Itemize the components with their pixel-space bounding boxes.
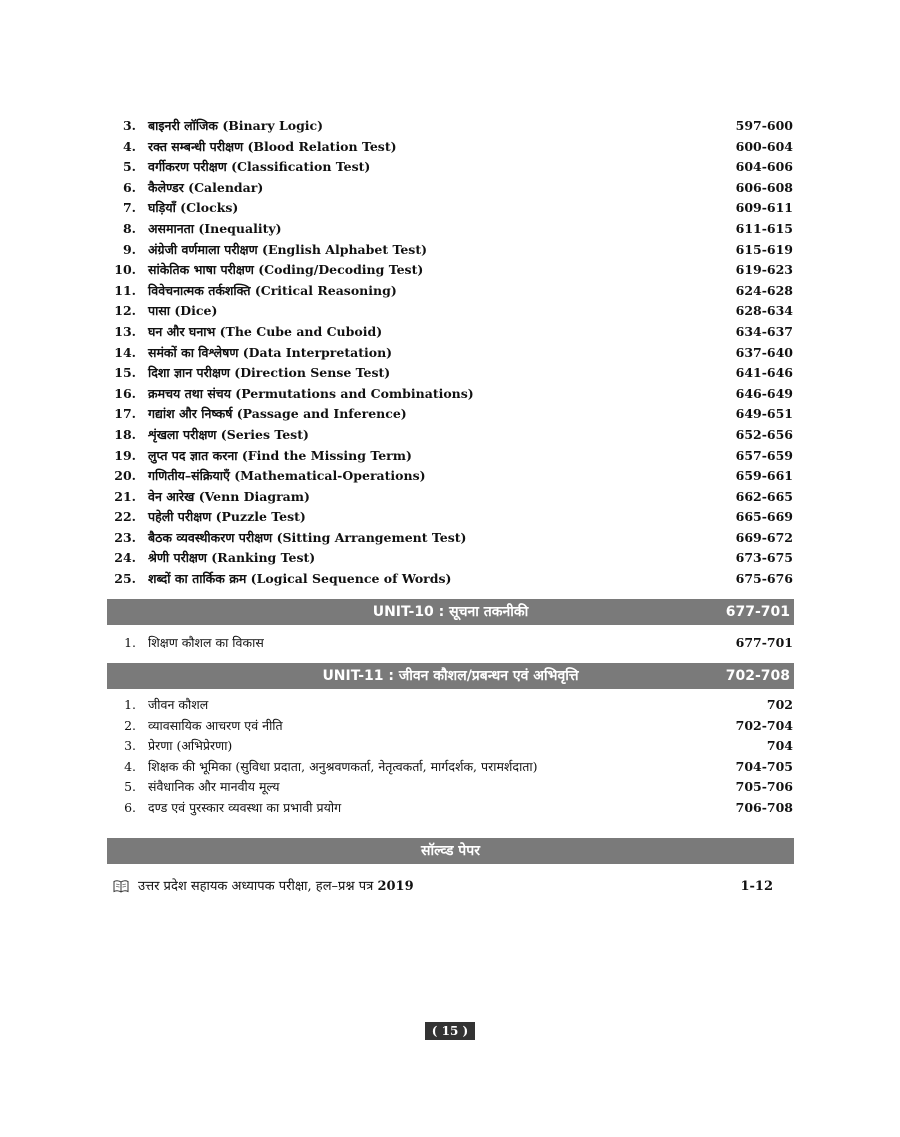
page-number: ( 15 ) <box>425 1022 475 1040</box>
toc-entry-pages: 677-701 <box>735 635 793 650</box>
book-icon <box>113 880 129 893</box>
toc-entry-title: शृंखला परीक्षण (Series Test) <box>148 426 309 442</box>
toc-entry-title: घन और घनाभ (The Cube and Cuboid) <box>148 323 383 339</box>
solved-paper-item-pages: 1-12 <box>740 879 773 894</box>
toc-list-unit-11 <box>108 695 793 819</box>
toc-entry-title: गणितीय–संक्रियाएँ (Mathematical-Operations) <box>148 468 426 484</box>
toc-entry <box>108 404 793 425</box>
toc-entry-pages: 675-676 <box>735 571 793 587</box>
toc-list-unit-10 <box>108 633 793 654</box>
toc-entry-title: सांकेतिक भाषा परीक्षण (Coding/Decoding Test) <box>148 262 424 278</box>
toc-entry-number: 3. <box>124 738 136 754</box>
toc-entry <box>108 716 793 737</box>
solved-paper-header <box>107 838 794 864</box>
toc-entry-number: 17. <box>114 406 136 422</box>
toc-entry-number: 18. <box>114 426 136 442</box>
toc-entry-title: दिशा ज्ञान परीक्षण (Direction Sense Test) <box>148 365 391 381</box>
toc-entry-pages: 641-646 <box>735 365 793 381</box>
toc-entry-pages: 624-628 <box>735 282 793 298</box>
toc-entry-pages: 706-708 <box>735 799 793 815</box>
toc-entry-number: 9. <box>122 241 136 257</box>
toc-entry-title: घड़ियाँ (Clocks) <box>148 200 239 216</box>
toc-entry-title: शिक्षण कौशल का विकास <box>148 635 264 650</box>
toc-entry-pages: 662-665 <box>735 488 793 504</box>
toc-entry-number: 6. <box>124 799 136 815</box>
toc-entry-pages: 628-634 <box>735 303 793 319</box>
toc-entry-number: 25. <box>114 571 136 587</box>
toc-entry-pages: 619-623 <box>735 262 793 278</box>
toc-entry-pages: 611-615 <box>735 220 793 236</box>
toc-entry-title: जीवन कौशल <box>148 697 209 712</box>
toc-entry-title: गद्यांश और निष्कर्ष (Passage and Inference) <box>148 406 407 422</box>
toc-entry-pages: 673-675 <box>735 550 793 566</box>
toc-entry-pages: 597-600 <box>735 118 793 133</box>
toc-entry-title: शब्दों का तार्किक क्रम (Logical Sequence of Words) <box>148 571 452 587</box>
toc-entry-number: 22. <box>114 509 136 525</box>
toc-entry <box>108 137 793 158</box>
toc-entry <box>108 281 793 302</box>
unit-10-title: UNIT-10 : सूचना तकनीकी <box>372 604 529 620</box>
toc-entry <box>108 219 793 240</box>
toc-entry-pages: 604-606 <box>735 159 793 175</box>
toc-entry <box>108 528 793 549</box>
toc-entry-number: 16. <box>114 385 136 401</box>
toc-entry-title: असमानता (Inequality) <box>148 220 282 236</box>
toc-entry <box>108 384 793 405</box>
toc-entry-number: 4. <box>122 138 136 154</box>
toc-entry-number: 5. <box>122 159 136 175</box>
toc-entry <box>108 466 793 487</box>
toc-entry-title: लुप्त पद ज्ञात करना (Find the Missing Term) <box>148 447 412 463</box>
toc-entry <box>108 446 793 467</box>
toc-entry-pages: 646-649 <box>735 385 793 401</box>
toc-entry-pages: 659-661 <box>735 468 793 484</box>
toc-entry-title: वर्गीकरण परीक्षण (Classification Test) <box>148 159 371 175</box>
toc-entry-number: 23. <box>114 529 136 545</box>
toc-entry-number: 6. <box>122 179 136 195</box>
toc-entry-title: विवेचनात्मक तर्कशक्ति (Critical Reasoning) <box>148 282 397 298</box>
toc-entry-pages: 702 <box>766 697 793 712</box>
toc-entry <box>108 777 793 798</box>
solved-paper-title: सॉल्व्ड पेपर <box>421 843 480 859</box>
toc-entry <box>108 569 793 590</box>
toc-entry <box>108 343 793 364</box>
toc-entry <box>108 757 793 778</box>
toc-entry-pages: 665-669 <box>735 509 793 525</box>
solved-paper-item-year: 2019 <box>377 879 414 894</box>
solved-paper-item <box>113 876 773 898</box>
toc-entry-pages: 704 <box>766 738 793 754</box>
toc-entry-number: 2. <box>124 717 136 733</box>
toc-entry-number: 12. <box>114 303 136 319</box>
toc-entry-title: क्रमचय तथा संचय (Permutations and Combinations) <box>148 385 474 401</box>
toc-entry-number: 3. <box>122 118 136 133</box>
toc-entry-title: अंग्रेजी वर्णमाला परीक्षण (English Alphabet Test) <box>148 241 428 257</box>
toc-entry-number: 4. <box>124 758 136 774</box>
toc-entry-number: 24. <box>114 550 136 566</box>
toc-entry-title: बैठक व्यवस्थीकरण परीक्षण (Sitting Arrangement Test) <box>148 529 467 545</box>
toc-entry-number: 13. <box>114 323 136 339</box>
toc-entry <box>108 240 793 261</box>
toc-entry-pages: 609-611 <box>735 200 793 216</box>
toc-entry-pages: 705-706 <box>735 779 793 795</box>
toc-entry-title: कैलेण्डर (Calendar) <box>148 179 264 195</box>
toc-entry <box>108 425 793 446</box>
toc-entry-title: रक्त सम्बन्धी परीक्षण (Blood Relation Test) <box>148 138 397 154</box>
toc-entry-number: 15. <box>114 365 136 381</box>
toc-entry-title: वेन आरेख (Venn Diagram) <box>148 488 310 504</box>
toc-entry <box>108 798 793 819</box>
toc-entry <box>108 157 793 178</box>
toc-entry-pages: 657-659 <box>735 447 793 463</box>
toc-entry-number: 19. <box>114 447 136 463</box>
toc-entry-title: संवैधानिक और मानवीय मूल्य <box>148 779 280 795</box>
unit-11-title: UNIT-11 : जीवन कौशल/प्रबन्धन एवं अभिवृत्ति <box>322 668 579 684</box>
toc-entry <box>108 301 793 322</box>
toc-entry <box>108 178 793 199</box>
toc-entry-number: 1. <box>124 697 136 712</box>
toc-entry-number: 20. <box>114 468 136 484</box>
toc-entry-title: शिक्षक की भूमिका (सुविधा प्रदाता, अनुश्रवणकर्ता, नेतृत्वकर्ता, मार्गदर्शक, परामर्शदाता) <box>148 758 538 774</box>
toc-entry-title: बाइनरी लॉजिक (Binary Logic) <box>148 118 324 133</box>
toc-entry-pages: 652-656 <box>735 426 793 442</box>
toc-entry-pages: 634-637 <box>735 323 793 339</box>
toc-entry <box>108 363 793 384</box>
unit-10-header <box>107 599 794 625</box>
toc-entry-title: पासा (Dice) <box>148 303 218 319</box>
toc-entry-title: समंकों का विश्लेषण (Data Interpretation) <box>148 344 393 360</box>
toc-entry-pages: 615-619 <box>735 241 793 257</box>
toc-entry-number: 7. <box>122 200 136 216</box>
unit-11-header <box>107 663 794 689</box>
toc-entry-pages: 606-608 <box>735 179 793 195</box>
toc-entry-title: प्रेरणा (अभिप्रेरणा) <box>148 738 233 754</box>
toc-entry <box>108 736 793 757</box>
toc-entry-title: पहेली परीक्षण (Puzzle Test) <box>148 509 306 525</box>
toc-entry <box>108 507 793 528</box>
toc-entry <box>108 116 793 137</box>
toc-entry <box>108 322 793 343</box>
toc-entry-title: व्यावसायिक आचरण एवं नीति <box>148 717 283 733</box>
toc-entry-number: 21. <box>114 488 136 504</box>
toc-entry <box>108 198 793 219</box>
unit-11-pages: 702-708 <box>725 668 790 684</box>
toc-entry-title: दण्ड एवं पुरस्कार व्यवस्था का प्रभावी प्रयोग <box>148 799 342 815</box>
toc-entry-pages: 704-705 <box>735 758 793 774</box>
toc-list-top <box>108 116 793 590</box>
toc-entry-pages: 702-704 <box>735 717 793 733</box>
toc-entry-number: 5. <box>124 779 136 795</box>
toc-entry <box>108 548 793 569</box>
toc-entry <box>108 695 793 716</box>
toc-entry <box>108 487 793 508</box>
toc-entry <box>108 260 793 281</box>
toc-entry-number: 14. <box>114 344 136 360</box>
toc-entry-number: 8. <box>122 220 136 236</box>
toc-entry-pages: 600-604 <box>735 138 793 154</box>
toc-entry <box>108 633 793 654</box>
toc-entry-pages: 649-651 <box>735 406 793 422</box>
toc-entry-pages: 669-672 <box>735 529 793 545</box>
toc-entry-number: 1. <box>124 635 136 650</box>
toc-entry-pages: 637-640 <box>735 344 793 360</box>
solved-paper-item-title: उत्तर प्रदेश सहायक अध्यापक परीक्षा, हल–प्रश्न पत्र 2019 <box>138 879 414 894</box>
toc-entry-title: श्रेणी परीक्षण (Ranking Test) <box>148 550 316 566</box>
unit-10-pages: 677-701 <box>725 604 790 620</box>
toc-entry-number: 11. <box>114 282 136 298</box>
toc-entry-number: 10. <box>114 262 136 278</box>
